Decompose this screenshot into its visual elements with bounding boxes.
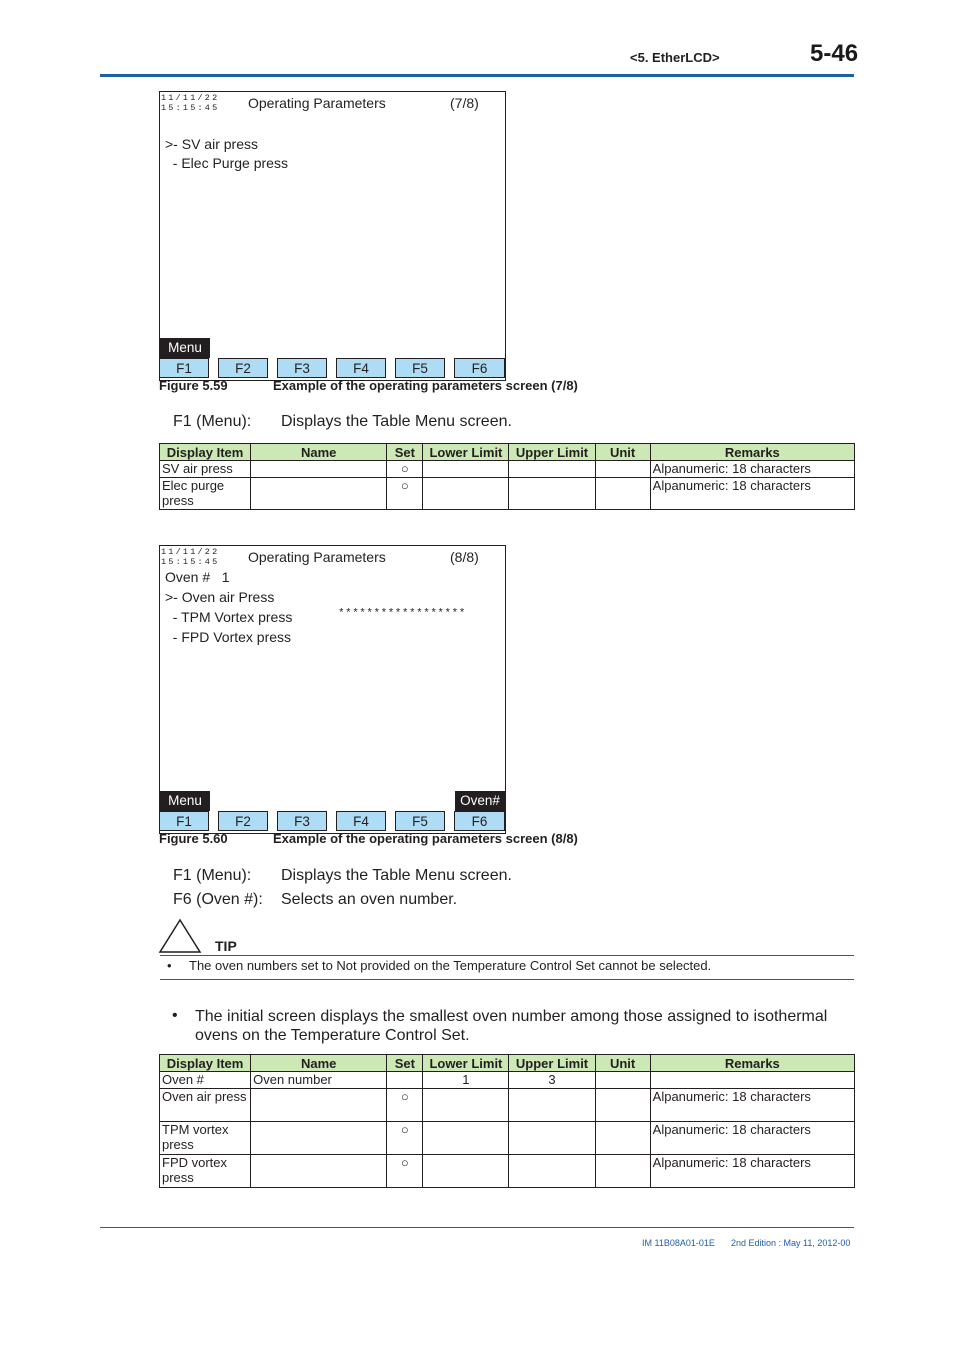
cell-name [251, 1089, 387, 1122]
col-display-item: Display Item [160, 1055, 251, 1072]
table-row [160, 1089, 855, 1122]
key-description-text: Displays the Table Menu screen. [281, 867, 512, 884]
cell-remarks: Alpanumeric: 18 characters [650, 478, 854, 510]
cell-name [251, 1155, 387, 1188]
cell-lower-limit [423, 461, 509, 478]
f1-button[interactable]: F1 [159, 811, 209, 831]
cell-lower-limit [423, 1155, 509, 1188]
f3-button[interactable]: F3 [277, 811, 327, 831]
section-title: <5. EtherLCD> [630, 50, 720, 65]
cell-display-item: SV air press [160, 461, 251, 478]
cell-set: ○ [387, 1089, 423, 1122]
figure-number: Figure 5.59 [159, 378, 228, 393]
cell-display-item: TPM vortex press [160, 1122, 251, 1155]
lcd-screen-7-of-8 [159, 91, 506, 381]
figure-number: Figure 5.60 [159, 831, 228, 846]
col-lower-limit: Lower Limit [423, 444, 509, 461]
table-header-row [160, 444, 855, 461]
table-row [160, 1072, 855, 1089]
cell-unit [595, 1089, 650, 1122]
cell-remarks: Alpanumeric: 18 characters [650, 461, 854, 478]
cell-unit [595, 1072, 650, 1089]
cell-lower-limit [423, 1089, 509, 1122]
cell-set: ○ [387, 478, 423, 510]
date-line: 11/11/22 [161, 93, 220, 103]
parameters-table-8 [159, 1054, 855, 1188]
cell-upper-limit [509, 1122, 595, 1155]
key-description-term: F6 (Oven #): [173, 891, 263, 908]
page-number: 5-46 [810, 40, 859, 67]
oven-number-line: Oven # 1 [165, 569, 230, 585]
menu-item-elec-purge-press[interactable]: - Elec Purge press [165, 155, 288, 171]
cell-display-item: Oven # [160, 1072, 251, 1089]
menu-item-oven-air-press[interactable]: >- Oven air Press [165, 589, 275, 605]
col-remarks: Remarks [650, 1055, 854, 1072]
bullet-paragraph: The initial screen displays the smallest oven number among those assigned to isothermal ovens on the Temperature Control Set. [195, 1008, 828, 1044]
col-upper-limit: Upper Limit [509, 444, 595, 461]
cell-unit [595, 478, 650, 510]
key-description-text: Displays the Table Menu screen. [281, 413, 512, 430]
cell-upper-limit [509, 1155, 595, 1188]
col-name: Name [251, 1055, 387, 1072]
header-rule [100, 74, 854, 77]
footer-rule [100, 1227, 854, 1228]
col-unit: Unit [595, 444, 650, 461]
key-description-text: Selects an oven number. [281, 891, 458, 908]
f1-button[interactable]: F1 [159, 358, 209, 378]
time-line: 15:15:45 [161, 103, 220, 113]
col-remarks: Remarks [650, 444, 854, 461]
table-row [160, 461, 855, 478]
tip-top-rule [160, 955, 854, 956]
table-row [160, 1155, 855, 1188]
menu-item-tpm-vortex-press[interactable]: - TPM Vortex press [165, 609, 293, 625]
footer-doc-number: IM 11B08A01-01E [642, 1238, 715, 1248]
cell-set: ○ [387, 461, 423, 478]
col-upper-limit: Upper Limit [509, 1055, 595, 1072]
col-set: Set [387, 444, 423, 461]
page-indicator: (7/8) [450, 95, 479, 111]
menu-item-fpd-vortex-press[interactable]: - FPD Vortex press [165, 629, 292, 645]
table-row [160, 1122, 855, 1155]
col-set: Set [387, 1055, 423, 1072]
cell-name: Oven number [251, 1072, 387, 1089]
cell-set [387, 1072, 423, 1089]
masked-value: ****************** [338, 608, 466, 620]
bullet-marker: • [172, 1007, 178, 1024]
table-row [160, 478, 855, 510]
cell-name [251, 461, 387, 478]
f3-button[interactable]: F3 [277, 358, 327, 378]
tip-bullet: • [167, 958, 172, 973]
cell-upper-limit [509, 1089, 595, 1122]
figure-caption: Example of the operating parameters screen (8/8) [273, 831, 578, 846]
tip-bottom-rule [160, 979, 854, 980]
cell-upper-limit: 3 [509, 1072, 595, 1089]
f2-button[interactable]: F2 [218, 358, 268, 378]
tip-label: TIP [215, 938, 237, 954]
menu-softkey-label: Menu [160, 791, 210, 811]
menu-softkey-label: Menu [160, 338, 210, 358]
figure-caption: Example of the operating parameters screen (7/8) [273, 378, 578, 393]
key-description-term: F1 (Menu): [173, 413, 252, 430]
footer-edition: 2nd Edition : May 11, 2012-00 [731, 1238, 851, 1248]
parameters-table-7 [159, 443, 855, 510]
cell-unit [595, 1122, 650, 1155]
oven-softkey-label: Oven# [455, 791, 505, 811]
cell-unit [595, 1155, 650, 1188]
menu-item-sv-air-press[interactable]: >- SV air press [165, 136, 258, 152]
table-header-row [160, 1055, 855, 1072]
col-lower-limit: Lower Limit [423, 1055, 509, 1072]
cell-lower-limit [423, 1122, 509, 1155]
f4-button[interactable]: F4 [336, 811, 386, 831]
col-unit: Unit [595, 1055, 650, 1072]
tip-text: The oven numbers set to Not provided on the Temperature Control Set cannot be selected. [189, 958, 712, 973]
time-line: 15:15:45 [161, 557, 220, 567]
cell-display-item: Elec purge press [160, 478, 251, 510]
page-indicator: (8/8) [450, 549, 479, 565]
f5-button[interactable]: F5 [395, 811, 445, 831]
f6-button[interactable]: F6 [454, 811, 505, 831]
tip-warning-icon [158, 918, 202, 954]
cell-upper-limit [509, 461, 595, 478]
cell-display-item: Oven air press [160, 1089, 251, 1122]
f6-button[interactable]: F6 [454, 358, 505, 378]
f5-button[interactable]: F5 [395, 358, 445, 378]
cell-remarks [650, 1072, 854, 1089]
cell-name [251, 478, 387, 510]
screen-title: Operating Parameters [248, 549, 386, 565]
cell-lower-limit [423, 478, 509, 510]
lcd-screen-8-of-8 [159, 545, 506, 834]
cell-name [251, 1122, 387, 1155]
cell-remarks: Alpanumeric: 18 characters [650, 1122, 854, 1155]
cell-remarks: Alpanumeric: 18 characters [650, 1155, 854, 1188]
cell-remarks: Alpanumeric: 18 characters [650, 1089, 854, 1122]
col-display-item: Display Item [160, 444, 251, 461]
cell-upper-limit [509, 478, 595, 510]
f4-button[interactable]: F4 [336, 358, 386, 378]
col-name: Name [251, 444, 387, 461]
cell-set: ○ [387, 1122, 423, 1155]
cell-set: ○ [387, 1155, 423, 1188]
key-description-term: F1 (Menu): [173, 867, 252, 884]
date-line: 11/11/22 [161, 547, 220, 557]
screen-title: Operating Parameters [248, 95, 386, 111]
cell-lower-limit: 1 [423, 1072, 509, 1089]
cell-display-item: FPD vortex press [160, 1155, 251, 1188]
cell-unit [595, 461, 650, 478]
f2-button[interactable]: F2 [218, 811, 268, 831]
